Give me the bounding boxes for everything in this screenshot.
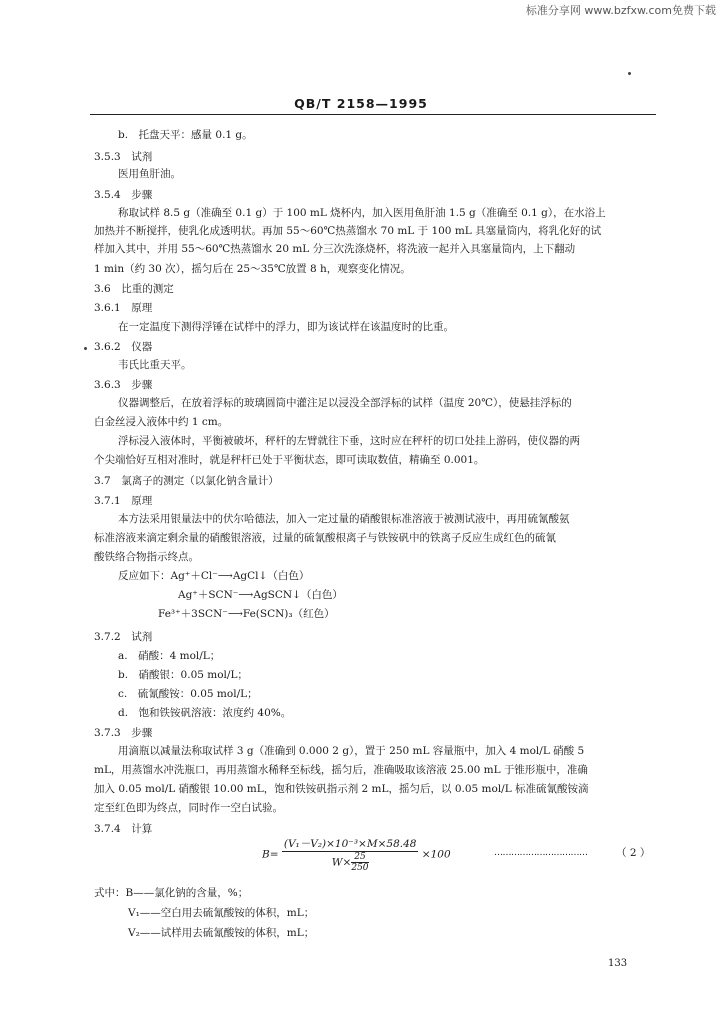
formula-den-frac-den: 250 <box>351 863 369 873</box>
formula-den-frac-num: 25 <box>351 852 368 863</box>
section-heading: 3.6 比重的测定 <box>94 283 174 295</box>
text-line: 酸铁络合物指示终点。 <box>94 551 199 563</box>
text-line: 式中：B——氯化钠的含量，%； <box>94 887 249 899</box>
section-heading: 3.7 氯离子的测定（以氯化钠含量计） <box>94 475 279 487</box>
formula-tail: ×100 <box>421 848 451 861</box>
section-heading: 3.7.1 原理 <box>94 495 153 507</box>
text-line: 用滴瓶以减量法称取试样 3 g（准确到 0.000 2 g），置于 250 mL 容量瓶中，加入 4 mol/L 硝酸 5 <box>118 745 585 757</box>
scan-speck <box>84 347 87 350</box>
text-line: 浮标浸入液体时，平衡被破坏，秤杆的左臂就往下垂，这时应在秤杆的切口处挂上游码，使仪器的两 <box>118 435 580 447</box>
section-heading: 3.7.4 计算 <box>94 823 153 835</box>
text-line: 加入 0.05 mol/L 硝酸银 10.00 mL，饱和铁铵矾指示剂 2 mL，摇匀后，以 0.05 mol/L 标准硫氰酸铵滴 <box>94 783 589 795</box>
section-heading: 3.6.1 原理 <box>94 302 153 314</box>
text-line: 在一定温度下测得浮锤在试样中的浮力，即为该试样在该温度时的比重。 <box>118 321 454 333</box>
header-rule <box>90 114 656 115</box>
text-line: 标准溶液来滴定剩余量的硝酸银溶液，过量的硫氰酸根离子与铁铵矾中的铁离子反应生成红色的硫氰 <box>94 532 556 544</box>
text-line: 加热并不断搅拌，使乳化成透明状。再加 55～60℃热蒸馏水 70 mL 于 100 mL 具塞量筒内，将乳化好的试 <box>94 225 602 237</box>
text-line: 定至红色即为终点，同时作一空白试验。 <box>94 802 283 814</box>
equation-number: （ 2 ） <box>616 847 651 859</box>
section-heading: 3.6.3 步骤 <box>94 379 153 391</box>
text-line: 白金丝浸入液体中约 1 cm。 <box>94 416 229 428</box>
text-line: mL，用蒸馏水冲洗瓶口，再用蒸馏水稀释至标线，摇匀后，准确吸取该溶液 25.00 mL 于锥形瓶中，准确 <box>94 764 588 776</box>
formula-den-left: W× <box>331 856 352 869</box>
scan-speck <box>628 72 631 75</box>
text-line: 1 min（约 30 次），摇匀后在 25～35℃放置 8 h，观察变化情况。 <box>94 263 411 275</box>
section-heading: 3.7.2 试剂 <box>94 631 153 643</box>
text-line: 医用鱼肝油。 <box>118 168 181 180</box>
section-heading: 3.5.4 步骤 <box>94 189 153 201</box>
list-item: b. 硝酸银：0.05 mol/L； <box>118 669 248 681</box>
text-line: 个尖端恰好互相对准时，就是秤杆已处于平衡状态，即可读取数值，精确至 0.001。 <box>94 454 485 466</box>
formula-leader: …………………………… <box>494 848 588 858</box>
text-line: 称取试样 8.5 g（准确至 0.1 g）于 100 mL 烧杯内，加入医用鱼肝油 1.5 g（准确至 0.1 g），在水浴上 <box>118 207 606 219</box>
list-item: a. 硝酸：4 mol/L； <box>118 650 221 662</box>
text-line: 本方法采用银量法中的伏尔哈德法，加入一定过量的硝酸银标准溶液于被测试液中，再用硫氰酸氨 <box>118 513 570 525</box>
section-heading: 3.6.2 仪器 <box>94 341 153 353</box>
section-heading: 3.5.3 试剂 <box>94 151 153 163</box>
formula-denominator <box>282 852 419 873</box>
formula-lhs: B= <box>262 848 279 861</box>
page-header: QB/T 2158—1995 <box>294 96 428 111</box>
text-line: 仪器调整后，在放着浮标的玻璃圆筒中灌注足以浸没全部浮标的试样（温度 20℃），使悬挂浮标的 <box>118 397 572 409</box>
reaction-equation: 反应如下：Ag⁺＋Cl⁻⟶AgCl↓（白色） <box>118 570 310 582</box>
section-heading: 3.7.3 步骤 <box>94 727 153 739</box>
text-line: V₂——试样用去硫氰酸铵的体积，mL； <box>128 927 315 939</box>
formula-fraction <box>282 836 419 873</box>
list-item: c. 硫氰酸铵：0.05 mol/L； <box>118 688 258 700</box>
page-number: 133 <box>608 958 628 969</box>
text-line: 样加入其中，并用 55～60℃热蒸馏水 20 mL 分三次洗涤烧杯，将洗液一起并入具塞量筒内，上下翻动 <box>94 243 576 255</box>
text-line: 韦氏比重天平。 <box>118 359 192 371</box>
reaction-equation: Ag⁺＋SCN⁻⟶AgSCN↓（白色） <box>178 589 343 601</box>
text-line: b. 托盘天平：感量 0.1 g。 <box>118 129 253 141</box>
watermark: 标准分享网 www.bzfxw.com免费下载 <box>525 4 716 17</box>
equation-2 <box>262 836 451 873</box>
reaction-equation: Fe³⁺＋3SCN⁻⟶Fe(SCN)₃（红色） <box>158 608 335 620</box>
formula-den-fraction <box>351 852 368 873</box>
list-item: d. 饱和铁铵矾溶液：浓度约 40%。 <box>118 707 292 719</box>
formula-numerator: (V₁－V₂)×10⁻³×M×58.48 <box>283 838 417 850</box>
text-line: V₁——空白用去硫氰酸铵的体积，mL； <box>128 907 315 919</box>
